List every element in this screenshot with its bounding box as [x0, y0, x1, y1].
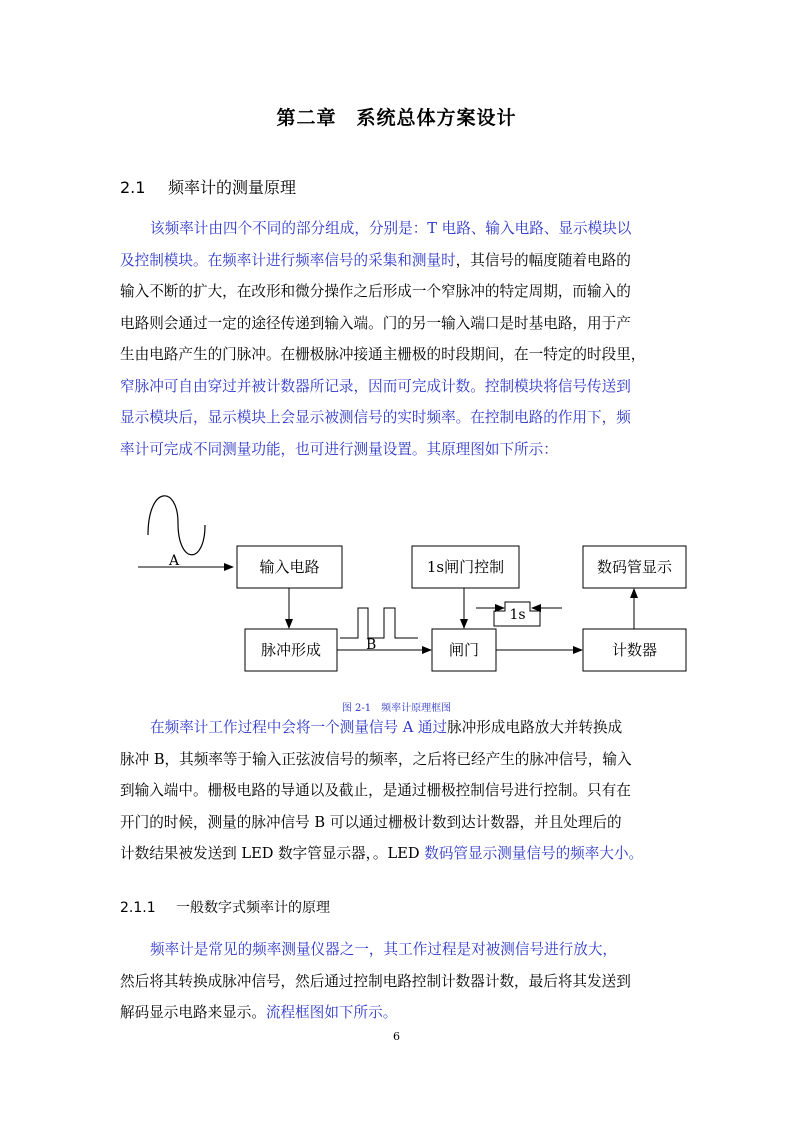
- block-diagram: [0, 495, 793, 695]
- text-line: [120, 213, 676, 245]
- text-run: 流程框图如下所示。: [265, 1004, 398, 1021]
- text-line: [120, 997, 676, 1029]
- text-run: 开门的时候，测量的脉冲信号 B 可以通过栅极计数到达计数器，并且处理后的: [120, 813, 622, 831]
- pulse-train-b: [340, 608, 418, 638]
- subsection-heading: [120, 897, 330, 917]
- text-run: 窄脉冲可自由穿过并被计数器所记录，因而可完成计数。控制模块将信号传送到: [120, 377, 631, 395]
- text-run: 脉冲 B，其频率等于输入正弦波信号的频率，之后将已经产生的脉冲信号，输入: [120, 750, 632, 768]
- text-run: ，其信号的幅度随着电路的: [455, 251, 631, 269]
- text-run: 显示模块后，显示模块上会显示被测信号的实时频率。在控制电路的作用下，频: [120, 409, 631, 426]
- text-run: 该频率计由四个不同的部分组成，分别是：T 电路、输入电路、显示模块以: [150, 220, 632, 237]
- section-number: 2.1: [120, 178, 146, 197]
- paragraph-principle: [120, 213, 676, 465]
- text-run: 到输入端中。栅极电路的导通以及截止，是通过栅极控制信号进行控制。只有在: [120, 782, 631, 799]
- text-run: 电路则会通过一定的途径传递到输入端。门的另一输入端口是时基电路，用于产: [120, 314, 631, 332]
- text-run: 生由电路产生的门脉冲。在栅极脉冲接通主栅极的时段期间，在一特定的时段里，: [120, 346, 646, 363]
- text-line: [120, 245, 676, 277]
- text-run: 输入不断的扩大，在改形和微分操作之后形成一个窄脉冲的特定周期，而输入的: [120, 283, 631, 300]
- text-run: 率计可完成不同测量功能，也可进行测量设置。其原理图如下所示：: [120, 440, 558, 458]
- chapter-title: 第二章 系统总体方案设计: [276, 107, 517, 129]
- text-run: 及控制模块。在频率计进行频率信号的采集和测量时: [120, 251, 456, 269]
- text-line: [120, 339, 676, 371]
- text-run: 数码管显示测量信号的频率大小。: [424, 845, 644, 862]
- paragraph-general-principle: [120, 934, 676, 1029]
- text-line: [120, 744, 676, 776]
- text-run: 计数结果被发送到 LED 数字管显示器，。LED: [120, 845, 425, 862]
- section-title: 频率计的测量原理: [168, 178, 297, 197]
- figure-caption: 图 2-1 频率计原理框图: [341, 703, 452, 714]
- section-heading: [120, 175, 296, 198]
- text-run: 脉冲形成电路放大并转换成: [447, 719, 623, 736]
- signal-a-label: A: [169, 553, 180, 569]
- text-run: 在频率计工作过程中会将一个测量信号 A 通过: [150, 719, 448, 736]
- text-line: [120, 276, 676, 308]
- text-line: [120, 308, 676, 340]
- page-number: 6: [393, 1030, 400, 1043]
- text-line: [120, 775, 676, 807]
- text-run: 然后将其转换成脉冲信号，然后通过控制电路控制计数器计数，最后将其发送到: [120, 972, 631, 990]
- text-line: [120, 966, 676, 998]
- text-line: [120, 934, 676, 966]
- block-input-label: 输入电路: [259, 558, 320, 576]
- text-line: [120, 371, 676, 403]
- block-gate-control-label: 1s闸门控制: [426, 558, 505, 576]
- block-display-label: 数码管显示: [596, 558, 673, 576]
- text-line: [120, 838, 676, 870]
- paragraph-working-process: [120, 712, 676, 870]
- gate-time-label: 1s: [509, 607, 526, 623]
- text-run: 解码显示电路来显示。: [120, 1004, 266, 1021]
- text-line: [120, 434, 676, 466]
- block-pulse-shaper-label: 脉冲形成: [260, 641, 322, 659]
- signal-b-label: B: [366, 637, 377, 653]
- text-line: [120, 807, 676, 839]
- block-gate-label: 闸门: [448, 641, 480, 659]
- text-line: [120, 402, 676, 434]
- sine-wave-icon: [148, 496, 205, 555]
- text-line: [120, 712, 676, 744]
- subsection-number: 2.1.1: [120, 900, 156, 916]
- subsection-title: 一般数字式频率计的原理: [176, 900, 330, 916]
- block-counter-label: 计数器: [611, 641, 658, 659]
- text-run: 频率计是常见的频率测量仪器之一，其工作过程是对被测信号进行放大，: [150, 941, 618, 958]
